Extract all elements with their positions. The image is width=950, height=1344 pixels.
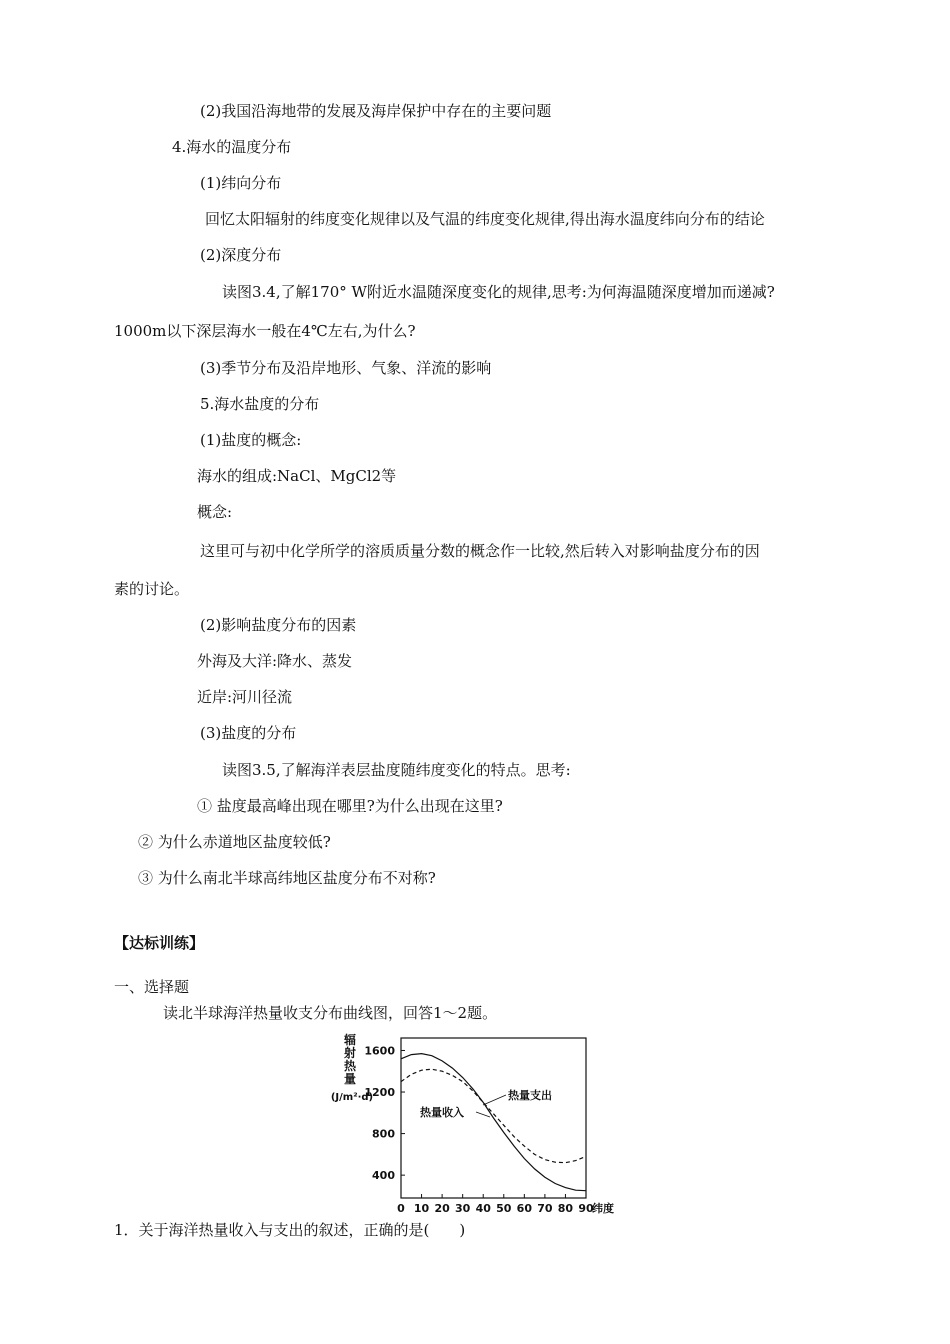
y-tick-label: 400 [372,1169,395,1183]
x-tick-label: 90 [578,1202,594,1215]
label-expense: 热量支出 [508,1089,552,1102]
text-line: 1000m以下深层海水一般在4℃左右,为什么? [114,322,416,340]
heading-salinity: 5.海水盐度的分布 [200,395,320,413]
text-line: 这里可与初中化学所学的溶质质量分数的概念作一比较,然后转入对影响盐度分布的因 [200,542,760,560]
x-tick-label: 20 [434,1202,450,1215]
text-line: 读图3.5,了解海洋表层盐度随纬度变化的特点。思考: [222,761,571,779]
text-line: (3)季节分布及沿岸地形、气象、洋流的影响 [200,359,492,377]
text-line: 近岸:河川径流 [197,688,293,706]
part-title: 一、选择题 [114,978,190,996]
y-label-char: 量 [343,1072,357,1086]
text-line: 外海及大洋:降水、蒸发 [197,652,353,670]
label-income-pointer [476,1112,490,1117]
y-tick-label: 800 [372,1127,395,1141]
x-tick-label: 80 [557,1202,574,1215]
label-income: 热量收入 [420,1106,464,1119]
x-tick-label: 0 [397,1202,405,1215]
y-axis-unit: (J/m²·d) [330,1092,374,1103]
x-tick-label: 70 [537,1202,553,1215]
text-line: 概念: [197,503,233,521]
x-tick-label: 40 [475,1202,491,1215]
y-label-char: 辐 [343,1033,357,1047]
y-tick-label: 1200 [364,1086,395,1100]
question-item: ③ 为什么南北半球高纬地区盐度分布不对称? [138,869,436,887]
text-line: (3)盐度的分布 [200,724,297,742]
text-line: 海水的组成:NaCl、MgCl2等 [197,467,397,485]
y-label-char: 热 [343,1059,357,1073]
question-1: 1．关于海洋热量收入与支出的叙述，正确的是( ) [114,1221,466,1239]
question-item: ① 盐度最高峰出现在哪里?为什么出现在这里? [197,797,503,815]
y-tick-label: 1600 [364,1044,395,1058]
x-tick-label: 30 [455,1202,471,1215]
x-tick-label: 60 [516,1202,532,1215]
series-line-income [401,1054,586,1191]
y-label-char: 射 [343,1046,357,1060]
text-line: (1)纬向分布 [200,174,282,192]
x-tick-label: 10 [413,1202,430,1215]
heat-budget-chart [328,1030,628,1220]
intro-text: 读北半球海洋热量收支分布曲线图，回答1～2题。 [163,1004,498,1022]
text-line: (2)影响盐度分布的因素 [200,616,357,634]
question-item: ② 为什么赤道地区盐度较低? [138,833,331,851]
text-line: (2)我国沿海地带的发展及海岸保护中存在的主要问题 [200,102,552,120]
section-title: 【达标训练】 [114,934,205,952]
heading-temperature: 4.海水的温度分布 [172,138,292,156]
x-axis-label: 纬度 [592,1202,614,1215]
x-tick-label: 50 [496,1202,512,1215]
label-expense-pointer [483,1095,506,1105]
text-line: (2)深度分布 [200,246,282,264]
text-line: 回忆太阳辐射的纬度变化规律以及气温的纬度变化规律,得出海水温度纬向分布的结论 [205,210,765,228]
text-line: (1)盐度的概念: [200,431,302,449]
text-line: 素的讨论。 [114,580,190,598]
text-line: 读图3.4,了解170° W附近水温随深度变化的规律,思考:为何海温随深度增加而递减? [222,283,775,301]
